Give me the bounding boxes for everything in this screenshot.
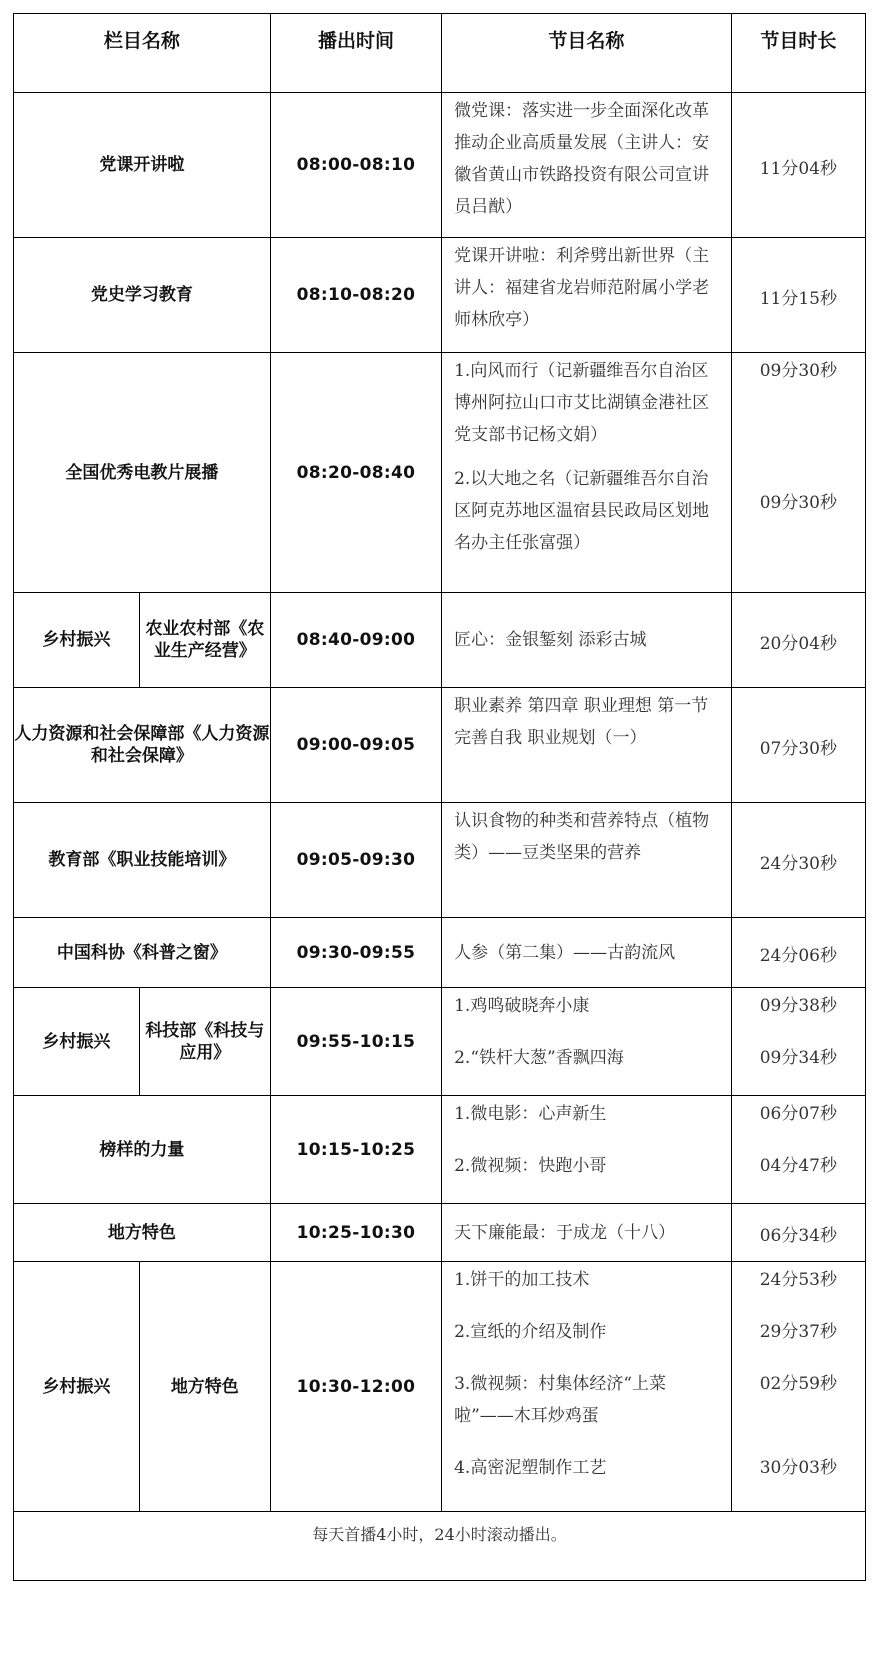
duration-item: 06分07秒 bbox=[759, 1104, 837, 1124]
program-cell bbox=[442, 1096, 732, 1204]
table-row bbox=[14, 238, 866, 353]
duration-item: 02分59秒 bbox=[759, 1374, 837, 1394]
program-item: 2.以大地之名（记新疆维吾尔自治区阿克苏地区温宿县民政局区划地名办主任张富强） bbox=[454, 469, 710, 553]
column-name-cell: 人力资源和社会保障部《人力资源和社会保障》 bbox=[14, 688, 271, 803]
air-time-cell: 08:20-08:40 bbox=[270, 353, 441, 593]
table-row bbox=[14, 353, 866, 593]
footer-note: 每天首播4小时，24小时滚动播出。 bbox=[14, 1512, 866, 1581]
air-time-cell: 09:00-09:05 bbox=[270, 688, 441, 803]
table-row bbox=[14, 1096, 866, 1204]
program-cell: 党课开讲啦：利斧劈出新世界（主讲人：福建省龙岩师范附属小学老师林欣亭） bbox=[442, 238, 732, 353]
duration-cell: 24分06秒 bbox=[731, 918, 865, 988]
air-time-cell: 09:55-10:15 bbox=[270, 988, 441, 1096]
header-air-time: 播出时间 bbox=[270, 14, 441, 93]
program-cell: 人参（第二集）——古韵流风 bbox=[442, 918, 732, 988]
duration-item: 29分37秒 bbox=[759, 1322, 837, 1342]
duration-cell: 20分04秒 bbox=[731, 593, 865, 688]
program-item: 1.饼干的加工技术 bbox=[454, 1270, 590, 1290]
duration-cell bbox=[731, 1096, 865, 1204]
duration-cell bbox=[731, 1262, 865, 1512]
duration-item: 09分38秒 bbox=[759, 996, 837, 1016]
duration-item: 09分34秒 bbox=[759, 1048, 837, 1068]
table-row bbox=[14, 1262, 866, 1512]
program-cell: 认识食物的种类和营养特点（植物类）——豆类坚果的营养 bbox=[442, 803, 732, 918]
program-cell: 天下廉能最：于成龙（十八） bbox=[442, 1204, 732, 1262]
sub-column-name-cell: 科技部《科技与应用》 bbox=[139, 988, 270, 1096]
program-cell bbox=[442, 988, 732, 1096]
program-item: 2.微视频：快跑小哥 bbox=[454, 1156, 607, 1176]
column-name-cell: 中国科协《科普之窗》 bbox=[14, 918, 271, 988]
schedule-sheet bbox=[13, 13, 866, 1581]
program-item: 4.高密泥塑制作工艺 bbox=[454, 1458, 607, 1478]
program-item: 2.宣纸的介绍及制作 bbox=[454, 1322, 607, 1342]
program-item: 2.“铁杆大葱”香飘四海 bbox=[454, 1048, 624, 1068]
program-item: 1.向风而行（记新疆维吾尔自治区博州阿拉山口市艾比湖镇金港社区党支部书记杨文娟） bbox=[454, 361, 710, 445]
duration-cell: 24分30秒 bbox=[731, 803, 865, 918]
duration-cell bbox=[731, 988, 865, 1096]
program-cell bbox=[442, 353, 732, 593]
air-time-cell: 10:25-10:30 bbox=[270, 1204, 441, 1262]
header-column-name: 栏目名称 bbox=[14, 14, 271, 93]
table-row bbox=[14, 1204, 866, 1262]
column-name-cell: 地方特色 bbox=[14, 1204, 271, 1262]
header-duration: 节目时长 bbox=[731, 14, 865, 93]
air-time-cell: 10:15-10:25 bbox=[270, 1096, 441, 1204]
duration-item: 04分47秒 bbox=[759, 1156, 837, 1176]
table-row bbox=[14, 688, 866, 803]
program-cell: 匠心：金银錾刻 添彩古城 bbox=[442, 593, 732, 688]
column-name-cell: 党课开讲啦 bbox=[14, 93, 271, 238]
sub-column-name-cell: 地方特色 bbox=[139, 1262, 270, 1512]
column-name-cell: 榜样的力量 bbox=[14, 1096, 271, 1204]
air-time-cell: 08:00-08:10 bbox=[270, 93, 441, 238]
column-name-cell: 全国优秀电教片展播 bbox=[14, 353, 271, 593]
duration-cell: 11分04秒 bbox=[731, 93, 865, 238]
footer-row bbox=[14, 1512, 866, 1581]
column-name-cell: 乡村振兴 bbox=[14, 988, 140, 1096]
column-name-cell: 乡村振兴 bbox=[14, 1262, 140, 1512]
air-time-cell: 08:40-09:00 bbox=[270, 593, 441, 688]
duration-cell: 07分30秒 bbox=[731, 688, 865, 803]
program-item: 1.鸡鸣破晓奔小康 bbox=[454, 996, 590, 1016]
column-name-cell: 乡村振兴 bbox=[14, 593, 140, 688]
air-time-cell: 08:10-08:20 bbox=[270, 238, 441, 353]
table-row bbox=[14, 803, 866, 918]
column-name-cell: 党史学习教育 bbox=[14, 238, 271, 353]
air-time-cell: 10:30-12:00 bbox=[270, 1262, 441, 1512]
program-cell: 微党课：落实进一步全面深化改革 推动企业高质量发展（主讲人：安徽省黄山市铁路投资有限公司宣讲员吕猷） bbox=[442, 93, 732, 238]
duration-item: 24分53秒 bbox=[759, 1270, 837, 1290]
table-row bbox=[14, 988, 866, 1096]
program-item: 3.微视频：村集体经济“上菜啦”——木耳炒鸡蛋 bbox=[454, 1374, 667, 1426]
program-item: 1.微电影：心声新生 bbox=[454, 1104, 607, 1124]
duration-item: 09分30秒 bbox=[759, 493, 837, 513]
air-time-cell: 09:05-09:30 bbox=[270, 803, 441, 918]
program-cell bbox=[442, 1262, 732, 1512]
table-row bbox=[14, 593, 866, 688]
table-row bbox=[14, 918, 866, 988]
column-name-cell: 教育部《职业技能培训》 bbox=[14, 803, 271, 918]
duration-item: 30分03秒 bbox=[759, 1458, 837, 1478]
duration-cell: 11分15秒 bbox=[731, 238, 865, 353]
air-time-cell: 09:30-09:55 bbox=[270, 918, 441, 988]
program-cell: 职业素养 第四章 职业理想 第一节 完善自我 职业规划（一） bbox=[442, 688, 732, 803]
duration-item: 09分30秒 bbox=[759, 361, 837, 381]
duration-cell bbox=[731, 353, 865, 593]
duration-cell: 06分34秒 bbox=[731, 1204, 865, 1262]
schedule-table bbox=[13, 13, 866, 1581]
sub-column-name-cell: 农业农村部《农业生产经营》 bbox=[139, 593, 270, 688]
header-program-name: 节目名称 bbox=[442, 14, 732, 93]
table-row bbox=[14, 93, 866, 238]
header-row bbox=[14, 14, 866, 93]
